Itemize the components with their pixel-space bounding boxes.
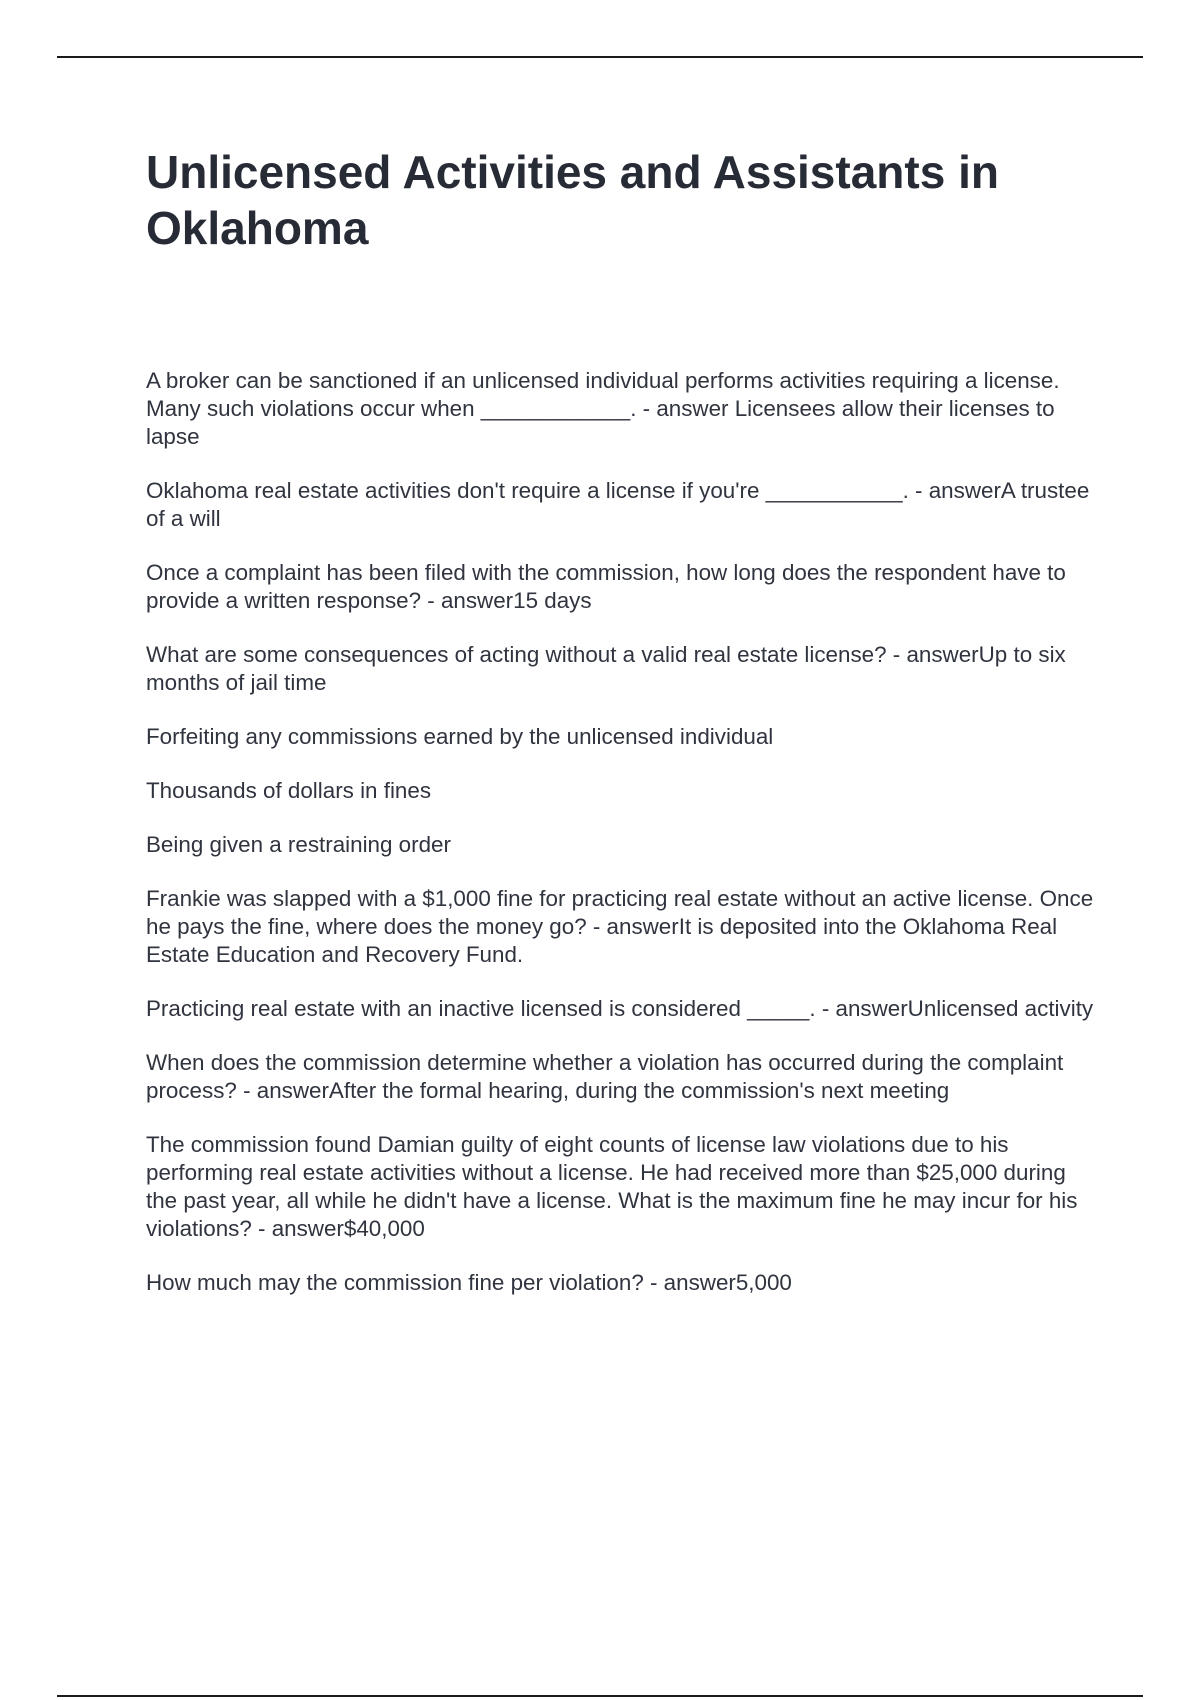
bottom-rule: [57, 1695, 1143, 1697]
top-rule: [57, 56, 1143, 58]
paragraph-11: The commission found Damian guilty of eight counts of license law violations due to his performing real estate activities without a license. He had received more than $25,000 during the past year, all while he didn't have a license. What is the maximum fine he may incur for his violations? - answer$40,000: [146, 1132, 1078, 1241]
paragraph-8: Frankie was slapped with a $1,000 fine for practicing real estate without an active license. Once he pays the fine, where does the money go? - answerIt is deposited into the Oklahoma Real Estate Education and Recovery Fund.: [146, 886, 1094, 967]
paragraph-7: Being given a restraining order: [146, 832, 451, 857]
paragraph-5: Forfeiting any commissions earned by the unlicensed individual: [146, 724, 774, 749]
paragraph-6: Thousands of dollars in fines: [146, 778, 432, 803]
document-title: Unlicensed Activities and Assistants in Oklahoma: [146, 146, 999, 254]
paragraph-9: Practicing real estate with an inactive licensed is considered _____. - answerUnlicensed activity: [146, 996, 1094, 1021]
document-body: [146, 367, 1096, 1323]
paragraph-3: Once a complaint has been filed with the commission, how long does the respondent have to provide a written response? - answer15 days: [146, 560, 1066, 613]
paragraph-1: A broker can be sanctioned if an unlicensed individual performs activities requiring a license. Many such violations occur when ____________. - answer Licensees allow their licenses to lapse: [146, 368, 1060, 449]
paragraph-10: When does the commission determine whether a violation has occurred during the complaint process? - answerAfter the formal hearing, during the commission's next meeting: [146, 1050, 1064, 1103]
paragraph-12: How much may the commission fine per violation? - answer5,000: [146, 1270, 792, 1295]
paragraph-2: Oklahoma real estate activities don't require a license if you're ___________. - answerA trustee of a will: [146, 478, 1090, 531]
paragraph-4: What are some consequences of acting without a valid real estate license? - answerUp to six months of jail time: [146, 642, 1066, 695]
